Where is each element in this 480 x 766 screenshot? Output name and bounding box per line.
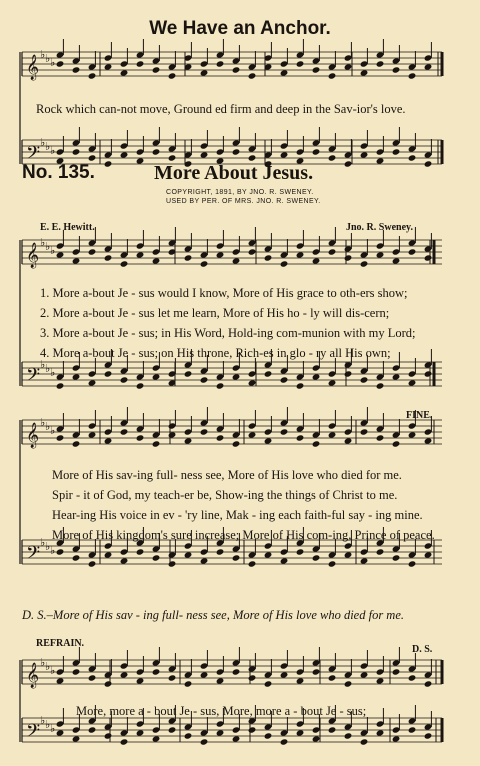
clef-icon: 𝄢 bbox=[26, 143, 41, 168]
note-head bbox=[72, 554, 81, 561]
note-head bbox=[296, 251, 305, 258]
note-head bbox=[360, 671, 369, 678]
note-head bbox=[136, 548, 145, 555]
note-head bbox=[280, 428, 289, 435]
note-head bbox=[232, 440, 241, 447]
note-head bbox=[136, 382, 145, 389]
note-head bbox=[344, 160, 353, 167]
note-head bbox=[120, 738, 129, 745]
note-head bbox=[296, 434, 305, 441]
note-head bbox=[424, 370, 433, 377]
flat-icon: ♭ bbox=[50, 145, 56, 157]
clef-icon: 𝄢 bbox=[26, 721, 41, 746]
note-head bbox=[376, 729, 385, 736]
note-head bbox=[184, 551, 193, 558]
hymn-number: No. 135. bbox=[22, 162, 95, 183]
top-hymn-title: We Have an Anchor. bbox=[149, 18, 331, 39]
note-head bbox=[344, 63, 353, 70]
flat-icon: ♭ bbox=[40, 49, 46, 61]
note-head bbox=[200, 557, 209, 564]
note-head bbox=[152, 668, 161, 675]
verse-line-1b: More of His sav-ing full- ness see, More of His love who died for me. bbox=[52, 468, 402, 482]
note-head bbox=[280, 69, 289, 76]
note-head bbox=[56, 60, 65, 67]
note-head bbox=[376, 60, 385, 67]
note-head bbox=[280, 738, 289, 745]
clef-icon: 𝄞 bbox=[26, 663, 40, 688]
note-head bbox=[152, 554, 161, 561]
note-head bbox=[136, 677, 145, 684]
note-head bbox=[392, 148, 401, 155]
note-head bbox=[264, 551, 273, 558]
note-head bbox=[88, 154, 97, 161]
note-head bbox=[328, 248, 337, 255]
note-head bbox=[280, 260, 289, 267]
ds-mark: D. S. bbox=[412, 644, 433, 655]
note-head bbox=[216, 251, 225, 258]
note-head bbox=[280, 557, 289, 564]
note-head bbox=[168, 726, 177, 733]
flat-icon: ♭ bbox=[50, 425, 56, 437]
note-head bbox=[392, 735, 401, 742]
note-head bbox=[328, 379, 337, 386]
note-head bbox=[184, 254, 193, 261]
author: E. E. Hewitt. bbox=[40, 222, 95, 233]
flat-icon: ♭ bbox=[45, 141, 51, 153]
note-head bbox=[264, 437, 273, 444]
note-head bbox=[312, 148, 321, 155]
note-head bbox=[296, 677, 305, 684]
flat-icon: ♭ bbox=[40, 715, 46, 727]
note-head bbox=[72, 148, 81, 155]
note-head bbox=[184, 370, 193, 377]
note-head bbox=[72, 735, 81, 742]
note-head bbox=[248, 560, 257, 567]
note-head bbox=[120, 260, 129, 267]
note-head bbox=[184, 732, 193, 739]
note-head bbox=[424, 437, 433, 444]
note-head bbox=[312, 735, 321, 742]
note-head bbox=[56, 382, 65, 389]
note-head bbox=[104, 370, 113, 377]
note-head bbox=[120, 428, 129, 435]
note-head bbox=[344, 437, 353, 444]
note-head bbox=[216, 729, 225, 736]
note-head bbox=[424, 160, 433, 167]
verse-line-2: 2. More a-bout Je - sus let me learn, More of His ho - ly will dis-cern; bbox=[40, 306, 390, 320]
note-head bbox=[312, 373, 321, 380]
note-head bbox=[120, 151, 129, 158]
note-head bbox=[264, 254, 273, 261]
clef-icon: 𝄞 bbox=[26, 55, 40, 80]
note-head bbox=[200, 151, 209, 158]
note-head bbox=[120, 376, 129, 383]
refrain-lyric: More, more a - bout Je - sus, More, more a - bout Je - sus; bbox=[76, 704, 367, 718]
flat-icon: ♭ bbox=[40, 137, 46, 149]
note-head bbox=[392, 373, 401, 380]
verse-line-4b: More of His kingdom's sure increase; More of His com-ing, Prince of peace. bbox=[52, 528, 435, 542]
note-head bbox=[376, 548, 385, 555]
note-head bbox=[344, 732, 353, 739]
verse-line-3b: Hear-ing His voice in ev - 'ry line, Mak - ing each faith-ful say - ing mine. bbox=[52, 508, 423, 522]
note-head bbox=[328, 72, 337, 79]
verse-line-3: 3. More a-bout Je - sus; in His Word, Hold-ing com-munion with my Lord; bbox=[40, 326, 416, 340]
flat-icon: ♭ bbox=[45, 241, 51, 253]
note-head bbox=[136, 251, 145, 258]
note-head bbox=[168, 431, 177, 438]
note-head bbox=[216, 60, 225, 67]
note-head bbox=[296, 60, 305, 67]
note-head bbox=[328, 154, 337, 161]
note-head bbox=[328, 726, 337, 733]
note-head bbox=[392, 440, 401, 447]
note-head bbox=[312, 66, 321, 73]
note-head bbox=[232, 668, 241, 675]
note-head bbox=[104, 63, 113, 70]
note-head bbox=[104, 732, 113, 739]
flat-icon: ♭ bbox=[45, 53, 51, 65]
note-head bbox=[408, 674, 417, 681]
note-head bbox=[104, 254, 113, 261]
note-head bbox=[152, 257, 161, 264]
note-head bbox=[408, 560, 417, 567]
note-head bbox=[376, 382, 385, 389]
note-head bbox=[424, 732, 433, 739]
clef-icon: 𝄞 bbox=[26, 423, 40, 448]
note-head bbox=[56, 677, 65, 684]
note-head bbox=[344, 680, 353, 687]
note-head bbox=[360, 557, 369, 564]
flat-icon: ♭ bbox=[50, 367, 56, 379]
note-head bbox=[296, 382, 305, 389]
note-head bbox=[280, 671, 289, 678]
note-head bbox=[168, 560, 177, 567]
note-head bbox=[248, 431, 257, 438]
composer: Jno. R. Sweney. bbox=[346, 222, 413, 233]
note-head bbox=[88, 431, 97, 438]
note-head bbox=[216, 434, 225, 441]
note-head bbox=[424, 63, 433, 70]
note-head bbox=[88, 726, 97, 733]
note-head bbox=[72, 668, 81, 675]
note-head bbox=[136, 157, 145, 164]
note-head bbox=[392, 66, 401, 73]
note-head bbox=[136, 434, 145, 441]
note-head bbox=[152, 735, 161, 742]
note-head bbox=[120, 557, 129, 564]
ds-line: D. S.–More of His sav - ing full- ness see, More of His love who died for me. bbox=[22, 608, 405, 622]
note-head bbox=[280, 151, 289, 158]
note-head bbox=[120, 671, 129, 678]
note-head bbox=[344, 254, 353, 261]
note-head bbox=[72, 440, 81, 447]
note-head bbox=[232, 735, 241, 742]
note-head bbox=[360, 260, 369, 267]
note-head bbox=[200, 428, 209, 435]
note-head bbox=[152, 148, 161, 155]
note-head bbox=[104, 551, 113, 558]
flat-icon: ♭ bbox=[40, 237, 46, 249]
copyright-notice bbox=[166, 188, 321, 206]
flat-icon: ♭ bbox=[50, 665, 56, 677]
verse-line-1: 1. More a-bout Je - sus would I know, More of His grace to oth-ers show; bbox=[40, 286, 408, 300]
note-head bbox=[56, 251, 65, 258]
note-head bbox=[136, 729, 145, 736]
note-head bbox=[264, 680, 273, 687]
clef-icon: 𝄢 bbox=[26, 365, 41, 390]
note-head bbox=[200, 69, 209, 76]
note-head bbox=[344, 370, 353, 377]
note-head bbox=[184, 437, 193, 444]
flat-icon: ♭ bbox=[50, 245, 56, 257]
note-head bbox=[232, 257, 241, 264]
note-head bbox=[200, 260, 209, 267]
note-head bbox=[424, 254, 433, 261]
note-head bbox=[296, 729, 305, 736]
note-head bbox=[152, 440, 161, 447]
note-head bbox=[248, 248, 257, 255]
note-head bbox=[408, 72, 417, 79]
note-head bbox=[392, 554, 401, 561]
flat-icon: ♭ bbox=[40, 417, 46, 429]
note-head bbox=[168, 72, 177, 79]
note-head bbox=[88, 248, 97, 255]
note-head bbox=[72, 257, 81, 264]
note-head bbox=[168, 154, 177, 161]
note-head bbox=[328, 431, 337, 438]
flat-icon: ♭ bbox=[40, 359, 46, 371]
flat-icon: ♭ bbox=[40, 657, 46, 669]
copyright-line: COPYRIGHT, 1891, BY JNO. R. SWENEY. bbox=[166, 189, 314, 196]
flat-icon: ♭ bbox=[45, 661, 51, 673]
note-head bbox=[424, 680, 433, 687]
note-head bbox=[56, 548, 65, 555]
note-head bbox=[360, 428, 369, 435]
clef-icon: 𝄢 bbox=[26, 543, 41, 568]
flat-icon: ♭ bbox=[45, 421, 51, 433]
note-head bbox=[232, 554, 241, 561]
note-head bbox=[264, 732, 273, 739]
fine-mark: FINE. bbox=[406, 410, 433, 421]
note-head bbox=[248, 726, 257, 733]
note-head bbox=[360, 69, 369, 76]
note-head bbox=[216, 548, 225, 555]
note-head bbox=[360, 738, 369, 745]
note-head bbox=[344, 551, 353, 558]
note-head bbox=[408, 154, 417, 161]
note-head bbox=[408, 248, 417, 255]
flat-icon: ♭ bbox=[40, 537, 46, 549]
note-head bbox=[88, 674, 97, 681]
note-head bbox=[168, 674, 177, 681]
copyright-line: USED BY PER. OF MRS. JNO. R. SWENEY. bbox=[166, 198, 321, 205]
note-head bbox=[328, 674, 337, 681]
note-head bbox=[296, 548, 305, 555]
note-head bbox=[200, 671, 209, 678]
note-head bbox=[248, 72, 257, 79]
hymn-title: More About Jesus. bbox=[154, 162, 314, 184]
note-head bbox=[424, 551, 433, 558]
top-hymn-lyric: Rock which can-not move, Ground ed firm and deep in the Sav-ior's love. bbox=[36, 102, 406, 116]
note-head bbox=[376, 157, 385, 164]
flat-icon: ♭ bbox=[50, 545, 56, 557]
note-head bbox=[56, 434, 65, 441]
refrain-label: REFRAIN. bbox=[36, 638, 85, 649]
note-head bbox=[312, 668, 321, 675]
note-head bbox=[312, 440, 321, 447]
flat-icon: ♭ bbox=[50, 723, 56, 735]
note-head bbox=[280, 376, 289, 383]
note-head bbox=[232, 373, 241, 380]
note-head bbox=[104, 680, 113, 687]
note-head bbox=[248, 154, 257, 161]
clef-icon: 𝄞 bbox=[26, 243, 40, 268]
note-head bbox=[184, 680, 193, 687]
note-head bbox=[152, 373, 161, 380]
note-head bbox=[104, 160, 113, 167]
note-head bbox=[408, 379, 417, 386]
note-head bbox=[264, 370, 273, 377]
note-head bbox=[200, 738, 209, 745]
flat-icon: ♭ bbox=[45, 719, 51, 731]
note-head bbox=[376, 251, 385, 258]
flat-icon: ♭ bbox=[45, 541, 51, 553]
note-head bbox=[88, 72, 97, 79]
note-head bbox=[120, 69, 129, 76]
flat-icon: ♭ bbox=[45, 363, 51, 375]
flat-icon: ♭ bbox=[50, 57, 56, 69]
note-head bbox=[88, 560, 97, 567]
note-head bbox=[376, 434, 385, 441]
verse-line-2b: Spir - it of God, my teach-er be, Show-ing the things of Christ to me. bbox=[52, 488, 398, 502]
note-head bbox=[136, 60, 145, 67]
note-head bbox=[248, 379, 257, 386]
note-head bbox=[312, 554, 321, 561]
note-head bbox=[216, 382, 225, 389]
note-head bbox=[56, 729, 65, 736]
note-head bbox=[392, 257, 401, 264]
note-head bbox=[232, 66, 241, 73]
note-head bbox=[408, 726, 417, 733]
note-head bbox=[104, 437, 113, 444]
note-head bbox=[72, 373, 81, 380]
note-head bbox=[152, 66, 161, 73]
note-head bbox=[360, 376, 369, 383]
note-head bbox=[312, 257, 321, 264]
note-head bbox=[248, 674, 257, 681]
note-head bbox=[232, 148, 241, 155]
verse-line-4: 4. More a-bout Je - sus; on His throne, Rich-es in glo - ry all His own; bbox=[40, 346, 391, 360]
note-head bbox=[328, 560, 337, 567]
note-head bbox=[376, 677, 385, 684]
note-head bbox=[200, 376, 209, 383]
note-head bbox=[72, 66, 81, 73]
note-head bbox=[360, 151, 369, 158]
note-head bbox=[216, 677, 225, 684]
note-head bbox=[88, 379, 97, 386]
note-head bbox=[392, 668, 401, 675]
note-head bbox=[408, 431, 417, 438]
